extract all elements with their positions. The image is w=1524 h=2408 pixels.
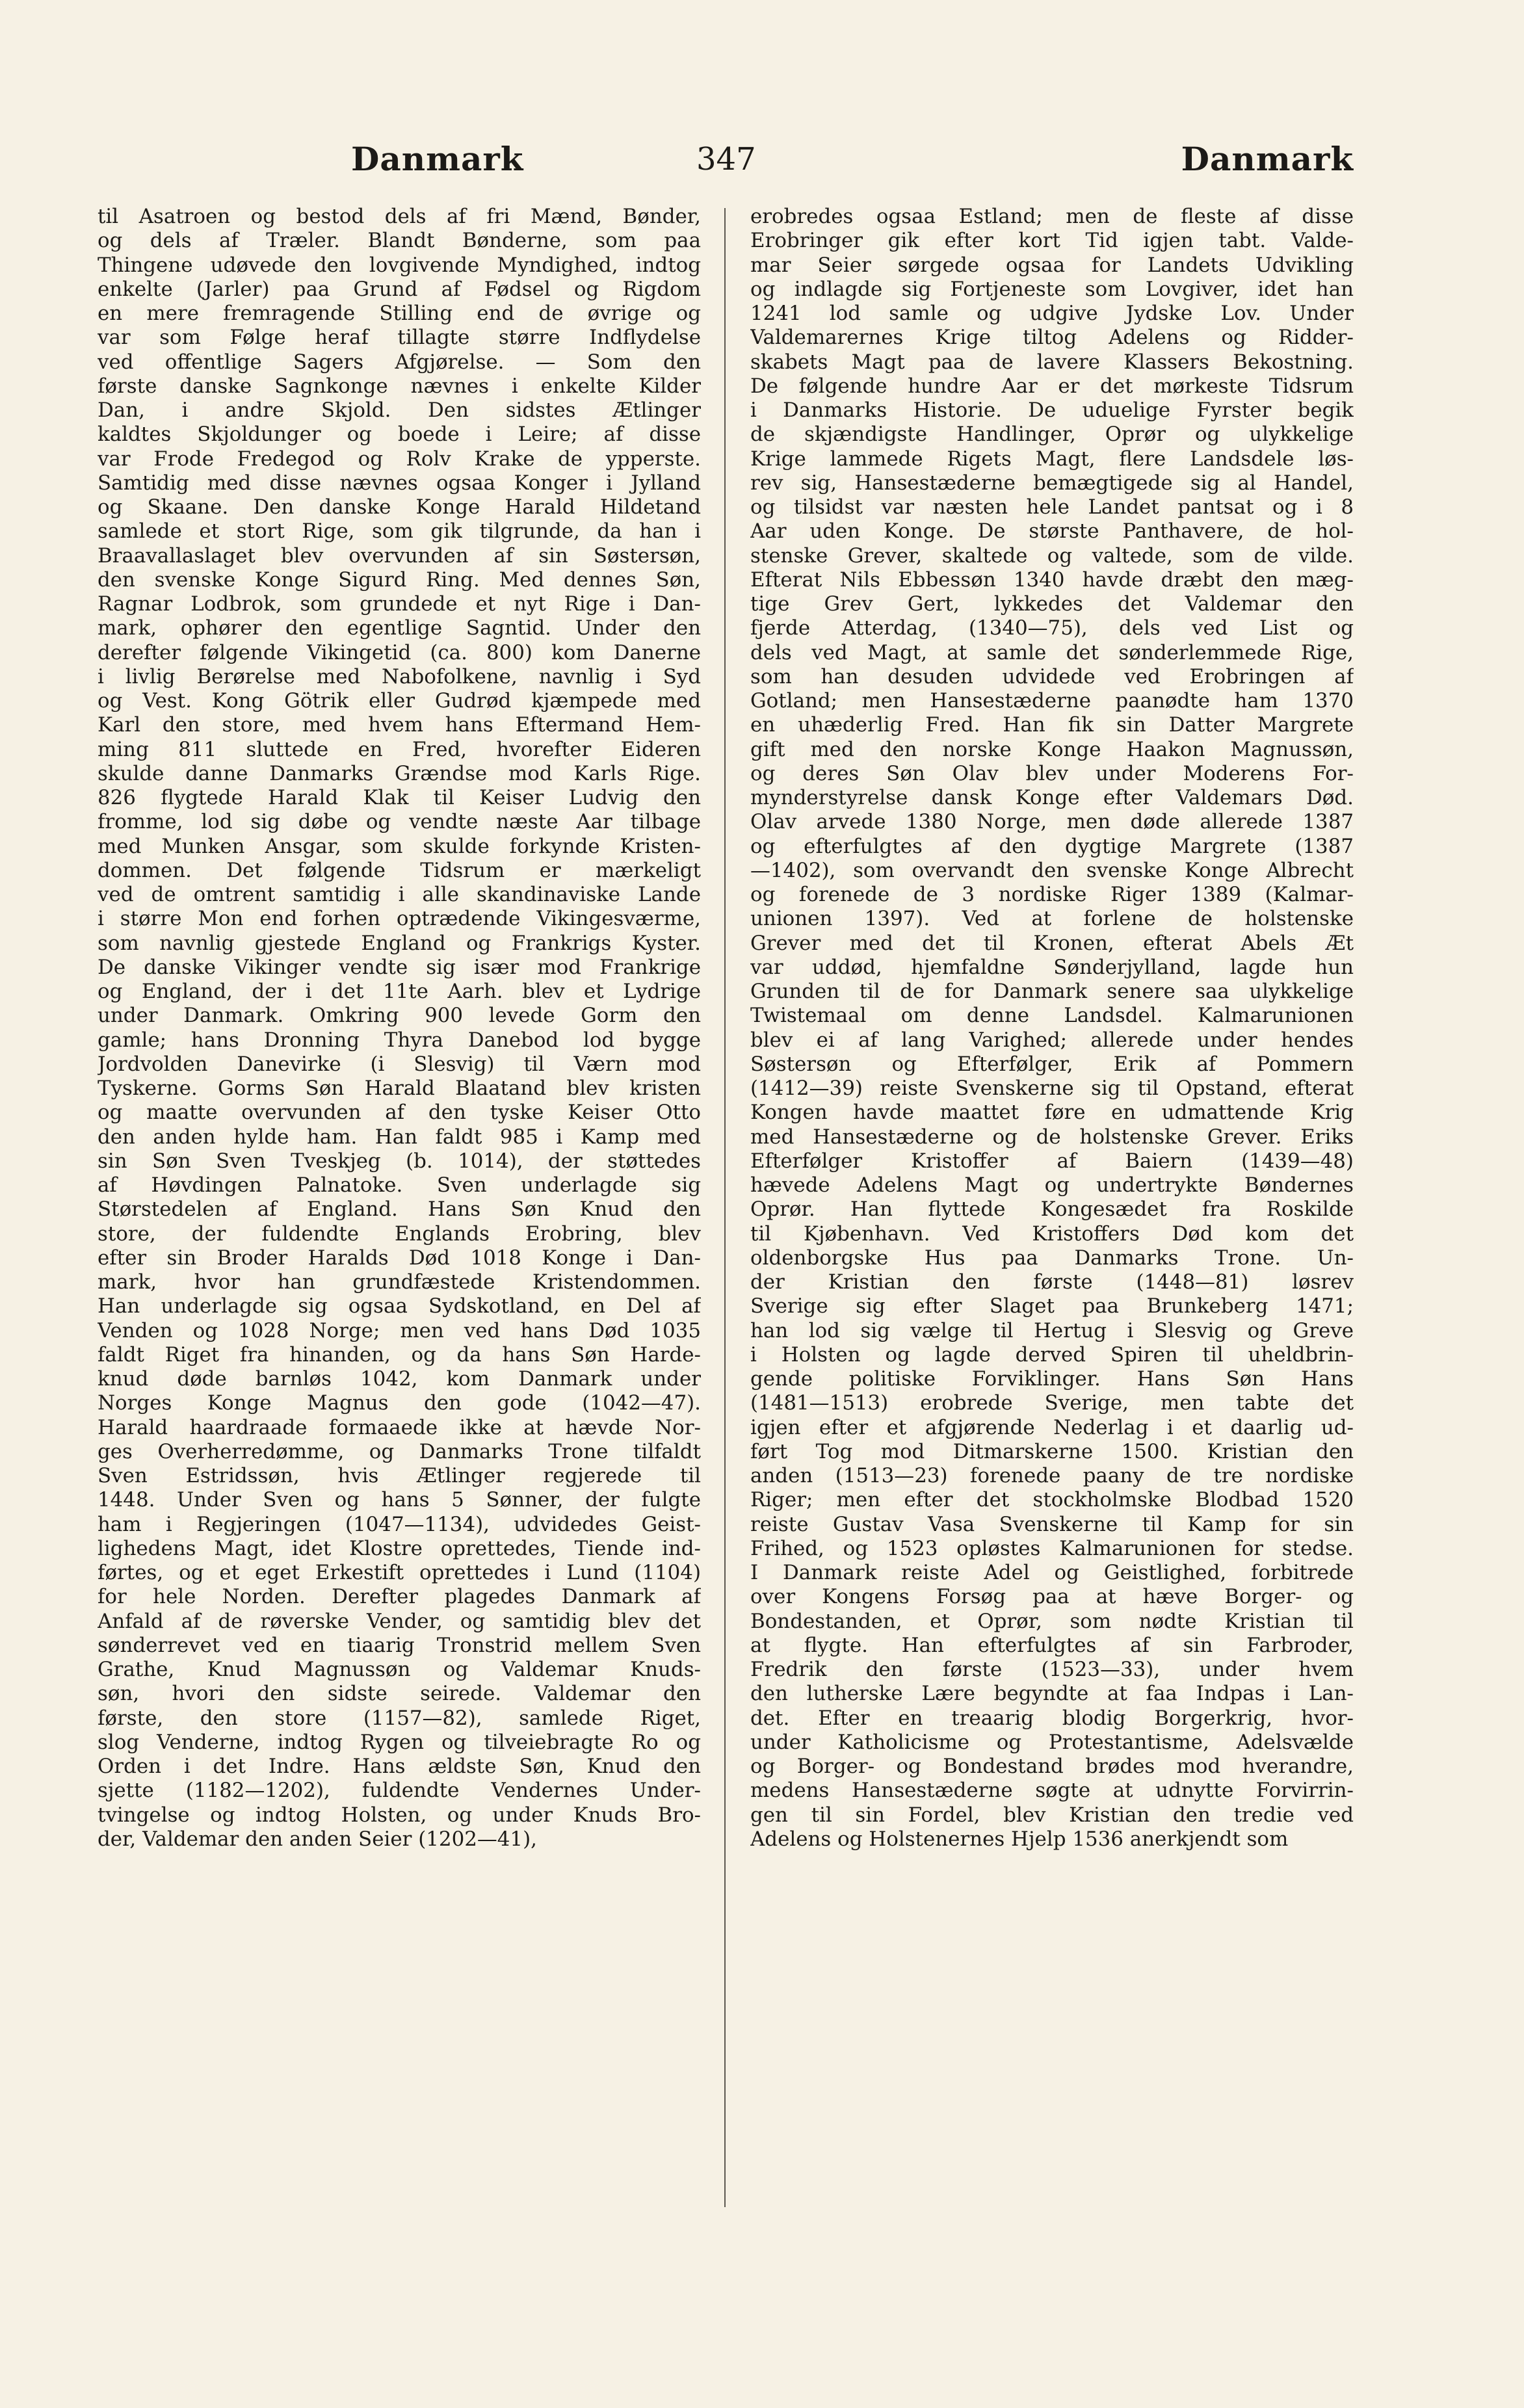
text-line: medens Hansestæderne søgte at udnytte Forvirrin- (750, 1779, 1354, 1803)
text-line: ført Tog mod Ditmarskerne 1500. Kristian den (750, 1439, 1354, 1463)
text-line: den svenske Konge Sigurd Ring. Med dennes Søn, (98, 568, 701, 592)
text-line: Erobringer gik efter kort Tid igjen tabt. Valde- (750, 229, 1354, 253)
text-line: (1412—39) reiste Svenskerne sig til Opstand, efterat (750, 1077, 1354, 1100)
text-line: første, den store (1157—82), samlede Riget, (98, 1706, 701, 1730)
text-line: 1448. Under Sven og hans 5 Sønner, der fulgte (98, 1488, 701, 1512)
text-line: anden (1513—23) forenede paany de tre nordiske (750, 1464, 1354, 1487)
text-line: Sverige sig efter Slaget paa Brunkeberg 1471; (750, 1294, 1354, 1318)
text-line: Gotland; men Hansestæderne paanødte ham 1370 (750, 689, 1354, 713)
text-line: Dan, i andre Skjold. Den sidstes Ætlinger (98, 399, 701, 422)
text-line: —1402), som overvandt den svenske Konge Albrecht (750, 858, 1354, 882)
text-line: dommen. Det følgende Tidsrum er mærkeligt (98, 858, 701, 882)
text-line: Samtidig med disse nævnes ogsaa Konger i Jylland (98, 471, 701, 495)
text-line: mar Seier sørgede ogsaa for Landets Udvikling (750, 253, 1354, 277)
running-header (98, 133, 1354, 185)
text-line: for hele Norden. Derefter plagedes Danmark af (98, 1585, 701, 1609)
text-line: slog Venderne, indtog Rygen og tilveiebragte Ro og (98, 1730, 701, 1754)
text-line: sønderrevet ved en tiaarig Tronstrid mellem Sven (98, 1633, 701, 1657)
text-line: (1481—1513) erobrede Sverige, men tabte det (750, 1391, 1354, 1415)
text-line: og Skaane. Den danske Konge Harald Hildetand (98, 495, 701, 519)
text-line: Kongen havde maattet føre en udmattende Krig (750, 1101, 1354, 1125)
text-line: under Danmark. Omkring 900 levede Gorm den (98, 1004, 701, 1028)
text-line: 826 flygtede Harald Klak til Keiser Ludvig den (98, 786, 701, 809)
text-line: unionen 1397). Ved at forlene de holstenske (750, 907, 1354, 931)
text-line: var Frode Fredegod og Rolv Krake de ypperste. (98, 447, 701, 471)
text-line: gift med den norske Konge Haakon Magnussøn, (750, 737, 1354, 761)
text-line: i større Mon end forhen optrædende Vikingesværme, (98, 907, 701, 931)
text-line: ham i Regjeringen (1047—1134), udvidedes Geist- (98, 1512, 701, 1536)
text-line: førtes, og et eget Erkestift oprettedes i Lund (1104) (98, 1561, 701, 1584)
text-line: Harald haardraade formaaede ikke at hævde Nor- (98, 1415, 701, 1439)
text-line: søn, hvori den sidste seirede. Valdemar den (98, 1682, 701, 1706)
text-line: Oprør. Han flyttede Kongesædet fra Roskilde (750, 1197, 1354, 1222)
text-line: Valdemarernes Krige tiltog Adelens og Ridder- (750, 326, 1354, 350)
text-line: han lod sig vælge til Hertug i Slesvig og Greve (750, 1318, 1354, 1342)
text-line: knud døde barnløs 1042, kom Danmark under (98, 1367, 701, 1391)
text-line: De danske Vikinger vendte sig især mod Frankrige (98, 955, 701, 979)
text-line: reiste Gustav Vasa Svenskerne til Kamp for sin (750, 1512, 1354, 1536)
text-line: hævede Adelens Magt og undertrykte Bøndernes (750, 1173, 1354, 1197)
text-line: Bondestanden, et Oprør, som nødte Kristian til (750, 1609, 1354, 1633)
text-line: Twistemaal om denne Landsdel. Kalmarunionen (750, 1004, 1354, 1028)
text-line: samlede et stort Rige, som gik tilgrunde, da han i (98, 519, 701, 543)
text-line: Grathe, Knud Magnussøn og Valdemar Knuds- (98, 1658, 701, 1681)
text-line: igjen efter et afgjørende Nederlag i et daarlig ud- (750, 1415, 1354, 1439)
text-line: som han desuden udvidede ved Erobringen af (750, 664, 1354, 688)
text-line: Braavallaslaget blev overvunden af sin Søstersøn, (98, 543, 701, 568)
text-line: som navnlig gjestede England og Frankrigs Kyster. (98, 931, 701, 955)
text-line: og dels af Træler. Blandt Bønderne, som paa (98, 229, 701, 253)
text-line: og forenede de 3 nordiske Riger 1389 (Kalmar- (750, 883, 1354, 906)
text-line: gende politiske Forviklinger. Hans Søn Hans (750, 1367, 1354, 1391)
text-line: lighedens Magt, idet Klostre oprettedes, Tiende ind- (98, 1536, 701, 1560)
text-line: første danske Sagnkonge nævnes i enkelte Kilder (98, 374, 701, 398)
text-line: Krige lammede Rigets Magt, flere Landsdele løs- (750, 447, 1354, 471)
text-line: oldenborgske Hus paa Danmarks Trone. Un- (750, 1246, 1354, 1270)
text-line: i livlig Berørelse med Nabofolkene, navnlig i Syd (98, 664, 701, 688)
text-line: og Vest. Kong Götrik eller Gudrød kjæmpede med (98, 689, 701, 713)
text-line: stenske Grever, skaltede og valtede, som de vilde. (750, 543, 1354, 568)
header-right-title: Danmark (1181, 140, 1354, 178)
text-line: var som Følge heraf tillagte større Indflydelse (98, 326, 701, 350)
text-line: Sven Estridssøn, hvis Ætlinger regjerede til (98, 1464, 701, 1487)
text-line: Norges Konge Magnus den gode (1042—47). (98, 1391, 701, 1415)
text-line: Han underlagde sig ogsaa Sydskotland, en Del af (98, 1294, 701, 1318)
text-line: Venden og 1028 Norge; men ved hans Død 1035 (98, 1318, 701, 1342)
text-line: I Danmark reiste Adel og Geistlighed, forbitrede (750, 1561, 1354, 1584)
text-line: Efterat Nils Ebbessøn 1340 havde dræbt den mæg- (750, 568, 1354, 592)
text-line: skulde danne Danmarks Grændse mod Karls Rige. (98, 761, 701, 785)
text-line: den lutherske Lære begyndte at faa Indpas i Lan- (750, 1682, 1354, 1706)
text-line: erobredes ogsaa Estland; men de fleste af disse (750, 205, 1354, 228)
text-line: Jordvolden Danevirke (i Slesvig) til Værn mod (98, 1052, 701, 1076)
text-line: og deres Søn Olav blev under Moderens For- (750, 761, 1354, 785)
text-line: dels ved Magt, at samle det sønderlemmede Rige, (750, 640, 1354, 664)
text-line: derefter følgende Vikingetid (ca. 800) kom Danerne (98, 640, 701, 664)
text-line: sin Søn Sven Tveskjeg (b. 1014), der støttedes (98, 1149, 701, 1173)
page-number: 347 (696, 141, 756, 177)
left-text-column (98, 205, 701, 2207)
text-line: i Danmarks Historie. De uduelige Fyrster begik (750, 399, 1354, 422)
text-line: Aar uden Konge. De største Panthavere, de hol- (750, 519, 1354, 543)
text-line: mark, hvor han grundfæstede Kristendommen. (98, 1270, 701, 1294)
text-line: tige Grev Gert, lykkedes det Valdemar den (750, 592, 1354, 616)
text-line: De følgende hundre Aar er det mørkeste Tidsrum (750, 374, 1354, 398)
text-line: gen til sin Fordel, blev Kristian den tredie ved (750, 1803, 1354, 1827)
text-line: det. Efter en treaarig blodig Borgerkrig, hvor- (750, 1706, 1354, 1730)
text-line: Ragnar Lodbrok, som grundede et nyt Rige i Dan- (98, 592, 701, 616)
text-line: Grever med det til Kronen, efterat Abels Æt (750, 931, 1354, 955)
text-line: mark, ophører den egentlige Sagntid. Under den (98, 616, 701, 640)
text-line: skabets Magt paa de lavere Klassers Bekostning. (750, 350, 1354, 374)
text-line: Adelens og Holstenernes Hjelp 1536 anerkjendt som (750, 1827, 1289, 1851)
text-line: Orden i det Indre. Hans ældste Søn, Knud den (98, 1755, 701, 1778)
text-line: ved offentlige Sagers Afgjørelse. — Som den (98, 350, 701, 374)
text-line: af Høvdingen Palnatoke. Sven underlagde sig (98, 1173, 701, 1197)
text-line: og indlagde sig Fortjeneste som Lovgiver, idet han (750, 277, 1354, 301)
text-line: kaldtes Skjoldunger og boede i Leire; af disse (98, 423, 701, 447)
text-line: en uhæderlig Fred. Han fik sin Datter Margrete (750, 713, 1354, 737)
text-line: under Katholicisme og Protestantisme, Adelsvælde (750, 1730, 1354, 1754)
text-line: ved de omtrent samtidig i alle skandinaviske Lande (98, 883, 701, 906)
text-line: Thingene udøvede den lovgivende Myndighed, indtog (98, 253, 701, 277)
text-line: Frihed, og 1523 opløstes Kalmarunionen for stedse. (750, 1536, 1354, 1560)
text-line: 1241 lod samle og udgive Jydske Lov. Under (750, 302, 1354, 325)
header-left-title: Danmark (351, 140, 524, 178)
text-line: til Kjøbenhavn. Ved Kristoffers Død kom det (750, 1222, 1354, 1246)
text-line: og maatte overvunden af den tyske Keiser Otto (98, 1101, 701, 1125)
text-line: tvingelse og indtog Holsten, og under Knuds Bro- (98, 1803, 701, 1827)
text-line: de skjændigste Handlinger, Oprør og ulykkelige (750, 423, 1354, 447)
text-line: gamle; hans Dronning Thyra Danebod lod bygge (98, 1028, 701, 1052)
text-line: Fredrik den første (1523—33), under hvem (750, 1658, 1354, 1681)
text-line: var uddød, hjemfaldne Sønderjylland, lagde hun (750, 955, 1354, 979)
text-line: Karl den store, med hvem hans Eftermand Hem- (98, 713, 701, 737)
text-line: Søstersøn og Efterfølger, Erik af Pommern (750, 1052, 1354, 1076)
text-line: en mere fremragende Stilling end de øvrige og (98, 302, 701, 325)
text-line: blev ei af lang Varighed; allerede under hendes (750, 1028, 1354, 1052)
text-line: fjerde Atterdag, (1340—75), dels ved List og (750, 616, 1354, 640)
text-line: mynderstyrelse dansk Konge efter Valdemars Død. (750, 786, 1354, 809)
text-line: med Hansestæderne og de holstenske Grever. Eriks (750, 1125, 1354, 1149)
text-line: store, der fuldendte Englands Erobring, blev (98, 1222, 701, 1246)
text-line: og England, der i det 11te Aarh. blev et Lydrige (98, 980, 701, 1003)
text-line: i Holsten og lagde derved Spiren til uheldbrin- (750, 1342, 1354, 1367)
text-line: sjette (1182—1202), fuldendte Vendernes Under- (98, 1779, 701, 1803)
text-line: Anfald af de røverske Vender, og samtidig blev det (98, 1609, 701, 1633)
text-line: efter sin Broder Haralds Død 1018 Konge i Dan- (98, 1246, 701, 1270)
text-line: der, Valdemar den anden Seier (1202—41), (98, 1827, 537, 1851)
text-line: den anden hylde ham. Han faldt 985 i Kamp med (98, 1125, 701, 1149)
text-line: fromme, lod sig døbe og vendte næste Aar tilbage (98, 810, 701, 834)
text-line: Grunden til de for Danmark senere saa ulykkelige (750, 980, 1354, 1003)
text-line: ges Overherredømme, og Danmarks Trone tilfaldt (98, 1439, 701, 1463)
text-line: og Borger- og Bondestand brødes mod hverandre, (750, 1755, 1354, 1778)
text-line: Olav arvede 1380 Norge, men døde allerede 1387 (750, 810, 1354, 834)
text-line: at flygte. Han efterfulgtes af sin Farbroder, (750, 1633, 1354, 1657)
text-line: rev sig, Hansestæderne bemægtigede sig al Handel, (750, 471, 1354, 495)
column-divider (724, 208, 726, 2207)
text-line: og efterfulgtes af den dygtige Margrete (1387 (750, 834, 1354, 858)
text-line: faldt Riget fra hinanden, og da hans Søn Harde- (98, 1342, 701, 1367)
text-line: Riger; men efter det stockholmske Blodbad 1520 (750, 1488, 1354, 1512)
text-line: Størstedelen af England. Hans Søn Knud den (98, 1197, 701, 1222)
right-text-column (750, 205, 1354, 2207)
text-line: enkelte (Jarler) paa Grund af Fødsel og Rigdom (98, 277, 701, 301)
text-line: der Kristian den første (1448—81) løsrev (750, 1270, 1354, 1294)
text-line: over Kongens Forsøg paa at hæve Borger- og (750, 1585, 1354, 1609)
text-line: og tilsidst var næsten hele Landet pantsat og i 8 (750, 495, 1354, 519)
text-line: Tyskerne. Gorms Søn Harald Blaatand blev kristen (98, 1077, 701, 1100)
text-line: ming 811 sluttede en Fred, hvorefter Eideren (98, 737, 701, 761)
text-line: til Asatroen og bestod dels af fri Mænd, Bønder, (98, 205, 701, 228)
text-line: Efterfølger Kristoffer af Baiern (1439—48) (750, 1149, 1354, 1173)
text-line: med Munken Ansgar, som skulde forkynde Kristen- (98, 834, 701, 858)
